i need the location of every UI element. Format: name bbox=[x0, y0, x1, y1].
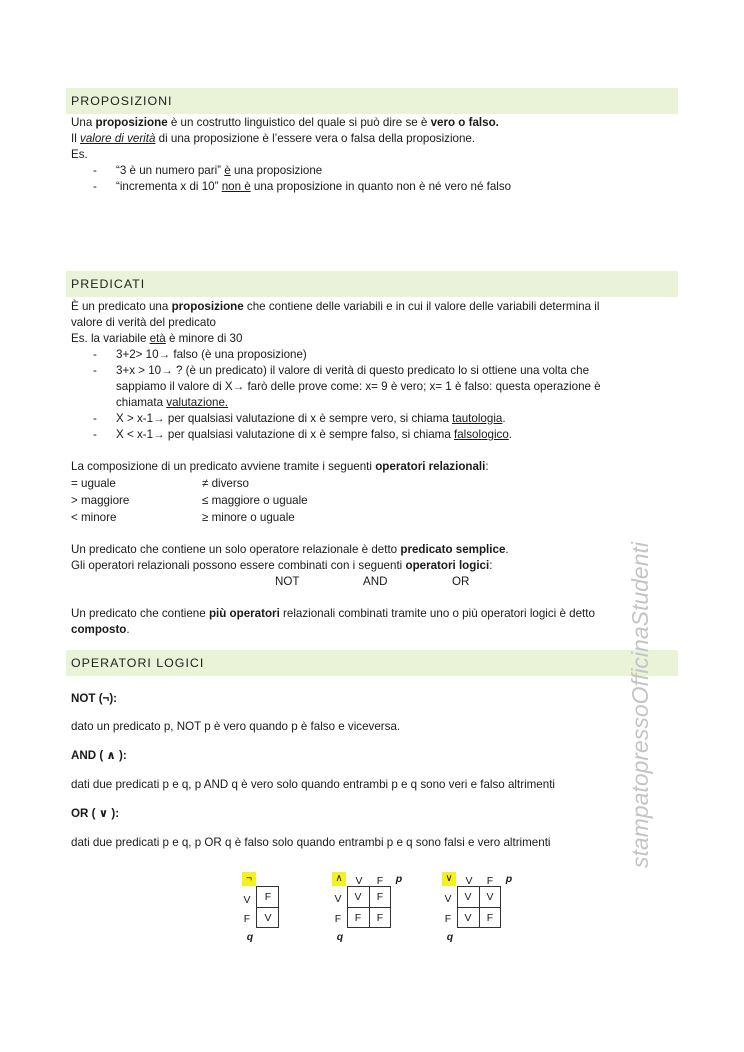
or-description: dati due predicati p e q, p OR q è falso solo quando entrambi p e q sono falsi e vero altrimenti bbox=[71, 836, 551, 849]
bullet-dash: - bbox=[93, 364, 97, 377]
relational-operator: ≠ diverso bbox=[202, 477, 249, 490]
row-label: V bbox=[243, 894, 251, 906]
paragraph-line: Gli operatori relazionali possono essere combinati con i seguenti operatori logici: bbox=[71, 559, 493, 572]
table-cell: F bbox=[354, 912, 362, 924]
row-label: F bbox=[243, 913, 251, 925]
or-heading: OR ( ∨ ): bbox=[71, 807, 120, 820]
table-cell: F bbox=[264, 891, 272, 903]
bullet-dash: - bbox=[93, 412, 97, 425]
bullet-dash: - bbox=[93, 164, 97, 177]
list-item: “incrementa x di 10” non è una proposizione in quanto non è né vero né falso bbox=[116, 180, 512, 193]
paragraph-line: Es. bbox=[71, 148, 88, 161]
table-cell: V bbox=[264, 912, 272, 924]
table-cell: F bbox=[376, 891, 384, 903]
not-heading: NOT (¬): bbox=[71, 692, 118, 705]
and-description: dati due predicati p e q, p AND q è vero solo quando entrambi p e q sono veri e falso altrimenti bbox=[71, 778, 555, 791]
logic-operator-and: AND bbox=[363, 575, 388, 588]
list-item-continuation: chiamata valutazione. bbox=[116, 396, 229, 409]
paragraph-line: Una proposizione è un costrutto linguistico del quale si può dire se è vero o falso. bbox=[71, 116, 499, 129]
and-operator-symbol: ∧ bbox=[332, 872, 346, 886]
paragraph-line: Un predicato che contiene un solo operatore relazionale è detto predicato semplice. bbox=[71, 543, 509, 556]
and-heading: AND ( ∧ ): bbox=[71, 749, 127, 762]
column-label: F bbox=[486, 875, 494, 887]
bullet-dash: - bbox=[93, 180, 97, 193]
list-item: X < x-1→ per qualsiasi valutazione di x è sempre falso, si chiama falsologico. bbox=[116, 428, 513, 441]
relational-operator: ≥ minore o uguale bbox=[202, 511, 295, 524]
row-label: F bbox=[444, 913, 452, 925]
column-label: F bbox=[376, 875, 384, 887]
paragraph-line: Un predicato che contiene più operatori relazionali combinati tramite uno o più operatori logici è detto bbox=[71, 607, 595, 620]
table-cell: V bbox=[354, 891, 362, 903]
list-item: 3+2> 10→ falso (è una proposizione) bbox=[116, 348, 307, 361]
q-label: q bbox=[446, 931, 454, 943]
p-label: p bbox=[395, 873, 403, 885]
relational-operator: = uguale bbox=[71, 477, 116, 490]
list-item: 3+x > 10→ ? (è un predicato) il valore di verità di questo predicato lo si ottiene una volta che bbox=[116, 364, 590, 377]
p-label: p bbox=[505, 873, 513, 885]
list-item: X > x-1→ per qualsiasi valutazione di x è sempre vero, si chiama tautologia. bbox=[116, 412, 506, 425]
not-description: dato un predicato p, NOT p è vero quando p è falso e viceversa. bbox=[71, 720, 401, 733]
watermark: stampatopressoOfficinaStudenti bbox=[627, 541, 653, 868]
paragraph-line: È un predicato una proposizione che contiene delle variabili e in cui il valore delle variabili determina il bbox=[71, 300, 600, 313]
paragraph-line: Il valore di verità di una proposizione è l’essere vera o falsa della proposizione. bbox=[71, 132, 476, 145]
section-heading-operatori-logici: OPERATORI LOGICI bbox=[66, 650, 678, 676]
paragraph-line: valore di verità del predicato bbox=[71, 316, 217, 329]
relational-operator: ≤ maggiore o uguale bbox=[202, 494, 308, 507]
bullet-dash: - bbox=[93, 428, 97, 441]
relational-operator: > maggiore bbox=[71, 494, 130, 507]
table-cell: V bbox=[486, 891, 494, 903]
column-label: V bbox=[465, 875, 473, 887]
logic-operator-not: NOT bbox=[275, 575, 300, 588]
row-label: V bbox=[444, 893, 452, 905]
list-item-continuation: sappiamo il valore di X→ farò delle prove come: x= 9 è vero; x= 1 è falso: questa operazione è bbox=[116, 380, 601, 393]
table-cell: F bbox=[486, 912, 494, 924]
bullet-dash: - bbox=[93, 348, 97, 361]
section-heading-predicati: PREDICATI bbox=[66, 271, 678, 297]
logic-operator-or: OR bbox=[452, 575, 470, 588]
row-label: F bbox=[334, 913, 342, 925]
list-item: “3 è un numero pari” è una proposizione bbox=[116, 164, 323, 177]
q-label: q bbox=[336, 931, 344, 943]
paragraph-line: composto. bbox=[71, 623, 130, 636]
paragraph-line: Es. la variabile età è minore di 30 bbox=[71, 332, 243, 345]
not-operator-symbol: ¬ bbox=[242, 872, 256, 886]
column-label: V bbox=[355, 875, 363, 887]
table-cell: V bbox=[464, 912, 472, 924]
table-cell: V bbox=[464, 891, 472, 903]
row-label: V bbox=[334, 893, 342, 905]
q-label: q bbox=[246, 931, 254, 943]
table-cell: F bbox=[376, 912, 384, 924]
paragraph-line: La composizione di un predicato avviene tramite i seguenti operatori relazionali: bbox=[71, 460, 489, 473]
relational-operator: < minore bbox=[71, 511, 117, 524]
or-operator-symbol: ∨ bbox=[442, 872, 456, 886]
section-heading-proposizioni: PROPOSIZIONI bbox=[66, 88, 678, 114]
